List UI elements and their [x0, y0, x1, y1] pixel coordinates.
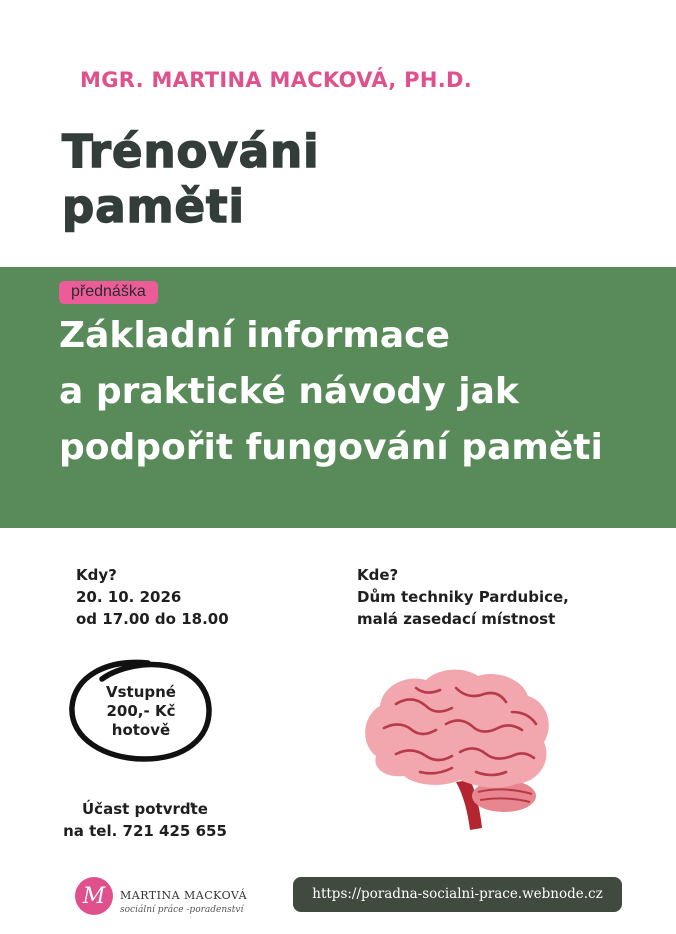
confirm-line-1: Účast potvrďte [82, 800, 208, 818]
fee-badge [66, 655, 216, 767]
where-label: Kde? [357, 566, 399, 584]
where-block [357, 564, 569, 630]
fee-line-3: hotově [111, 721, 171, 739]
title-line-1: Trénováni [62, 125, 320, 178]
confirm-block [60, 798, 230, 842]
event-time: od 17.00 do 18.00 [76, 610, 229, 628]
logo-icon [74, 876, 114, 916]
when-label: Kdy? [76, 566, 117, 584]
logo-letter: M [82, 884, 106, 909]
event-place: Dům techniky Pardubice, [357, 588, 569, 606]
event-room: malá zasedací místnost [357, 610, 556, 628]
website-link[interactable]: https://poradna-socialni-prace.webnode.cz [293, 877, 622, 912]
headline-line-3: podpořit fungování paměti [59, 427, 603, 468]
headline [59, 308, 669, 476]
page-title [62, 124, 320, 234]
event-date: 20. 10. 2026 [76, 588, 182, 606]
fee-line-1: Vstupné [106, 683, 176, 701]
when-block [76, 564, 229, 630]
headline-line-2: a praktické návody jak [59, 371, 519, 412]
brain-icon [356, 664, 556, 834]
fee-line-2: 200,- Kč [106, 702, 176, 720]
author-name: MGR. MARTINA MACKOVÁ, PH.D. [80, 68, 473, 92]
confirm-phone: na tel. 721 425 655 [63, 822, 227, 840]
headline-line-1: Základní informace [59, 315, 450, 356]
logo-subtitle: sociální práce -poradenství [120, 905, 244, 915]
fee-text [66, 683, 216, 740]
lecture-tag: přednáška [59, 281, 158, 304]
title-line-2: paměti [62, 180, 245, 233]
logo-name: MARTINA MACKOVÁ [120, 889, 248, 902]
